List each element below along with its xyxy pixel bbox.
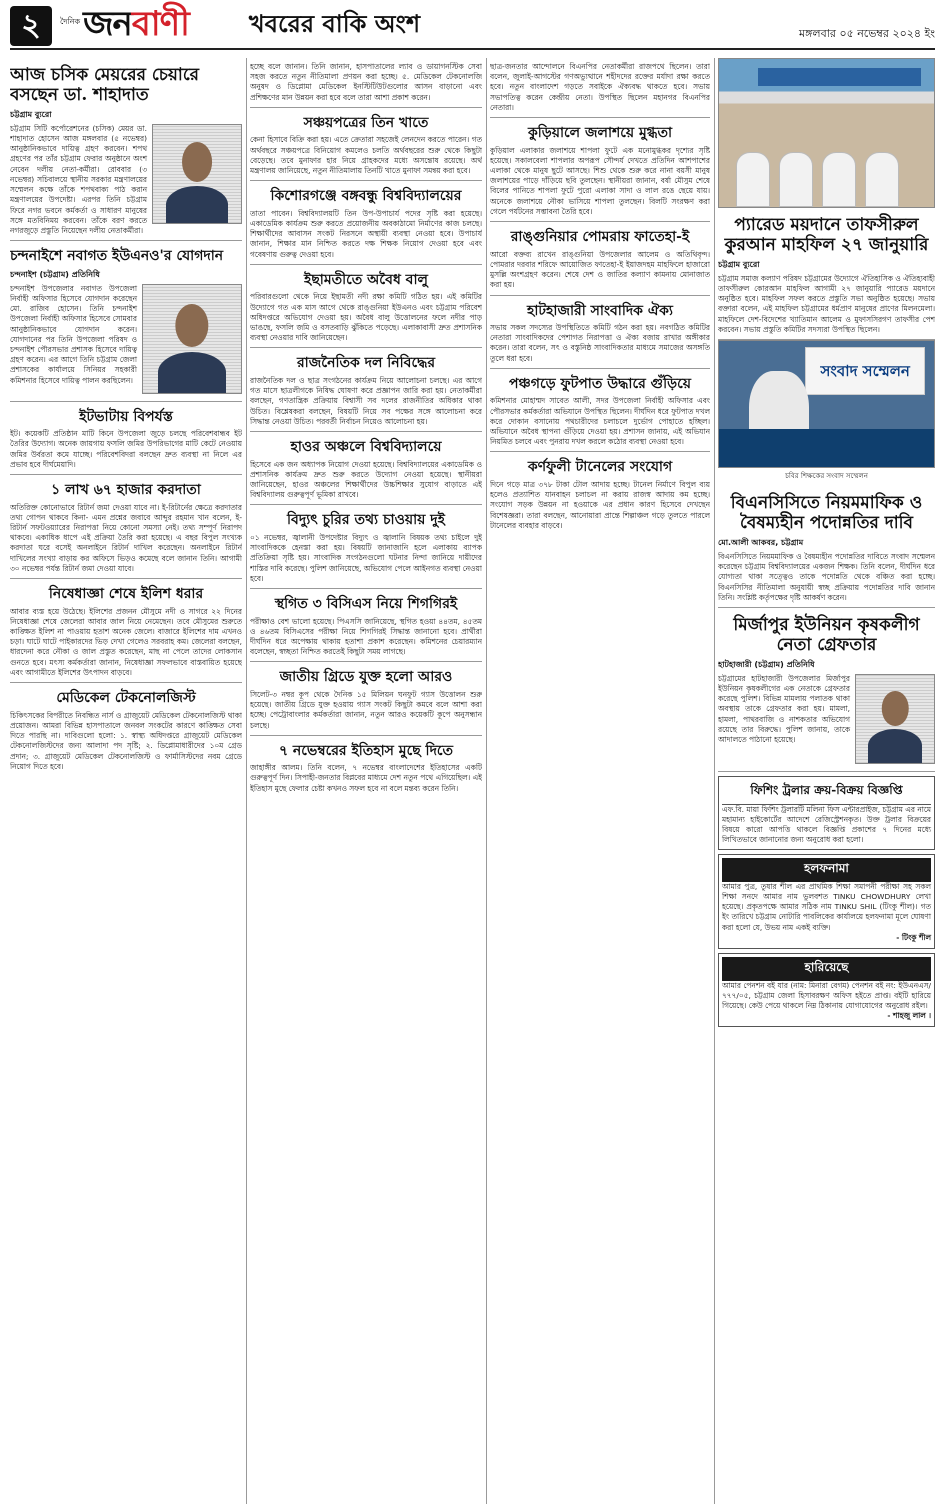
article-body: রাজনৈতিক দল ও ছাত্র সংগঠনের কার্যক্রম নিয়ে আলোচনা চলছে। এর আগে গত মাসে ছাত্রলীগকে নিষিদ্ধ ঘোষণা করে প্রজ্ঞাপন জারি করা হয়। নেতাকর্মীরা বলছেন, গণতান্ত্রিক প্রক্রিয়ায় বিশ্বাসী সব দলের রাজনীতির অধিকার থাকা উচিত। বিশ্লেষকরা বলছেন, বিষয়টি নিয়ে সব পক্ষের সঙ্গে আলোচনা করে সিদ্ধান্ত নেওয়া উচিত। পরবর্তী নির্বাচন নিয়েও আলোচনা হয়। — [250, 375, 482, 426]
article-body: চিকিৎসকের বিপরীতে নিবন্ধিত নার্স ও গ্রাজুয়েট মেডিকেল টেকনোলজিস্ট থাকা প্রয়োজন। আমরা বিভিন্ন হাসপাতালে জনবল সংকটের কারণে কাঙ্ক্ষিত সেবা দিতে পারছি না। দাবিগুলো হলো: ১. স্বাস্থ্য অধিদপ্তরে গ্রাজুয়েট মেডিকেল টেকনোলজিস্টদের জন্য আলাদা পদ সৃষ্টি; ২. ডিপ্লোমাধারীদের ১০ম গ্রেড প্রদান; ৩. গ্রাজুয়েট মেডিকেল টেকনোলজিস্ট ও ফার্মাসিস্টদের নবম গ্রেডে নিয়োগ দিতে হবে। — [10, 710, 242, 771]
article-body: পরীক্ষাও বেশ ভালো হয়েছে। পিএসসি জানিয়েছে, স্থগিত হওয়া ৪৪তম, ৪৫তম ও ৪৬তম বিসিএসের পরীক্ষা নিয়ে শিগগিরই সিদ্ধান্ত জানানো হবে। প্রার্থীরা দীর্ঘদিন ধরে অপেক্ষায় থাকায় হতাশা প্রকাশ করেছেন। কমিশনের চেয়ারম্যান বলেছেন, স্বচ্ছতা নিশ্চিত করতেই কিছুটা সময় লাগছে। — [250, 616, 482, 657]
article-byline: মো.আলী আকবর, চট্টগ্রাম — [718, 537, 804, 547]
article-headline: বিদ্যুৎ চুরির তথ্য চাওয়ায় দুই — [287, 512, 445, 529]
classified-ad-lost — [718, 953, 935, 1028]
classified-ad-trawler — [718, 776, 935, 850]
article-body: চট্টগ্রামের হাটহাজারী উপজেলার মির্জাপুর ইউনিয়ন কৃষকলীগের এক নেতাকে গ্রেফতার করেছে পুলিশ। বিভিন্ন মামলায় পলাতক থাকা অবস্থায় তাকে গ্রেফতার করা হয়। মামলা, হামলা, পাথরবাজি ও নাশকতার অভিযোগ রয়েছে তার বিরুদ্ধে। পুলিশ জানায়, তাকে আদালতে পাঠানো হয়েছে। — [718, 673, 850, 745]
article-body: তাতা পাবেন। বিশ্ববিদ্যালয়টি তিন উপ-উপাচার্য পদের সৃষ্টি করা হয়েছে। একাডেমিক কার্যক্রম শুরু করতে প্রয়োজনীয় অবকাঠামো নির্মাণের কাজ চলছে। শিক্ষার্থীদের আবাসন সংকট নিরসনে অস্থায়ী ব্যবস্থা নেওয়া হবে। উপাচার্য জানান, শিক্ষার মান নিশ্চিত করতে দক্ষ শিক্ষক নিয়োগ দেওয়া হবে এবং গবেষণায় গুরুত্ব দেওয়া হবে। — [250, 208, 482, 259]
ad-body: এফ.বি. মায়া ফিশিং ট্রলারটি মলিনা ফিস এন্টারপ্রাইজ, চট্টগ্রাম এর নামে মহামান্য হাইকোর্টের আদেশে রেজিস্ট্রেশনকৃত। উক্ত ট্রলার বিক্রয়ের বিষয়ে কারো আপত্তি থাকলে বিজ্ঞপ্তি প্রকাশের ৭ দিনের মধ্যে লিখিতভাবে জানানোর জন্য অনুরোধ করা হলো। — [722, 804, 931, 845]
article-taxpayers — [10, 475, 242, 579]
article-byline: চট্টগ্রাম ব্যুরো — [718, 259, 760, 269]
article-bcs — [250, 589, 482, 662]
article-krishoklig-arrest — [718, 608, 935, 772]
article-bnc-promotion — [718, 486, 935, 608]
article-pomra — [490, 222, 710, 295]
article-headline: আজ চসিক মেয়রের চেয়ারে বসছেন ডা. শাহাদাত — [10, 65, 200, 106]
logo-name-part2: বাণী — [131, 3, 189, 44]
article-medical-tech — [10, 683, 242, 776]
article-panchagarh-footpath — [490, 369, 710, 453]
article-headline: বিএনসিসিতে নিয়মমাফিক ও বৈষম্যহীন পদোন্নতির দাবি — [730, 493, 923, 534]
article-karnaphuli-tunnel — [490, 452, 710, 535]
classified-ad-affidavit — [718, 854, 935, 949]
article-body: ইট। কয়েকটি প্রতিষ্ঠান মাটি কিনে উপজেলা জুড়ে চলছে পরিবেশবান্ধব ইট তৈরির উদ্যোগ। অনেক জায়গায় ফসলি জমির উপরিভাগের মাটি কেটে নেওয়ায় জমির উর্বরতা কমে যাচ্ছে। পরিবেশবিদরা বলছেন দ্রুত ব্যবস্থা না নিলে এর প্রভাব হবে দীর্ঘমেয়াদি। — [10, 429, 242, 469]
page-number: ২ — [10, 6, 52, 46]
article-headline: মির্জাপুর ইউনিয়ন কৃষকলীগ নেতা গ্রেফতার — [733, 614, 920, 656]
newspaper-logo — [60, 0, 189, 55]
article-headline: সঞ্চয়পত্রের তিন খাতে — [303, 114, 429, 131]
section-title: খবরের বাকি অংশ — [248, 9, 421, 38]
article-headline: মেডিকেল টেকনোলজিস্ট — [56, 690, 196, 707]
article-headline: কর্ণফুলী টানেলের সংযোগ — [527, 459, 673, 476]
article-headline: চন্দনাইশে নবাগত ইউএনও'র যোগদান — [10, 248, 224, 265]
article-body: ছাত্র-জনতার আন্দোলনে বিএনপির নেতাকর্মীরা রাজপথে ছিলেন। তারা বলেন, জুলাই-আগস্টের গণঅভ্যুত্থানে শহীদদের রক্তের মর্যাদা রক্ষা করতে হবে। নতুন বাংলাদেশ গড়তে সবাইকে ঐক্যবদ্ধ থাকতে হবে। সভায় সভাপতিত্ব করেন কেন্দ্রীয় নেতা। উপস্থিত ছিলেন মহানগর বিএনপির নেতারা। — [490, 62, 710, 112]
article-body: সভায় সকল সদস্যের উপস্থিতিতে কমিটি গঠন করা হয়। নবগঠিত কমিটির নেতারা সাংবাদিকদের পেশাগত নিরাপত্তা ও ঐক্য বজায় রাখার অঙ্গীকার করেন। তারা বলেন, সৎ ও বস্তুনিষ্ঠ সাংবাদিকতার মাধ্যমে সমাজের অসঙ্গতি তুলে ধরা হবে। — [490, 323, 710, 363]
article-national-grid — [250, 662, 482, 735]
article-headline: কুড়িয়ালে জলাশয়ে মুগ্ধতা — [527, 125, 673, 142]
article-body: আরো বক্তব্য রাখেন রাঙ্গুনিয়া উপজেলার আলেম ও অতিথিবৃন্দ। পোমরার দরবার শরিফে আয়োজিত ফাতেহা-ই ইয়াজদহম মাহফিলে হাজারো মুসল্লি অংশগ্রহণ করেন। শেষে দেশ ও জাতির কল্যাণ কামনায় মোনাজাত করা হয়। — [490, 249, 710, 290]
article-hathazari-journalists — [490, 296, 710, 369]
article-savings — [250, 108, 482, 181]
column-1 — [10, 58, 242, 1504]
article-body: কমিশনার মোহাম্মদ সাবেত আলী, সদর উপজেলা নির্বাহী অফিসার এবং পৌরসভার কর্মকর্তারা অভিযানে উপস্থিত ছিলেন। দীর্ঘদিন ধরে ফুটপাত দখল করে দোকান বসানোয় পথচারীদের চলাচলে দুর্ভোগ পোহাতে হচ্ছিল। অভিযানে অবৈধ স্থাপনা গুঁড়িয়ে দেওয়া হয়। প্রশাসন জানায়, এই অভিযান নিয়মিত চলবে এবং পুনরায় দখল করলে কঠোর ব্যবস্থা নেওয়া হবে। — [490, 396, 710, 447]
logo-name — [83, 0, 189, 55]
article-headline: জাতীয় গ্রিডে যুক্ত হলো আরও — [279, 669, 453, 686]
article-headline: হাটহাজারী সাংবাদিক ঐক্য — [527, 302, 673, 319]
article-uno-joining — [10, 241, 242, 402]
article-brickkiln — [10, 402, 242, 475]
article-continued — [250, 58, 482, 108]
article-headline: নিষেধাজ্ঞা শেষে ইলিশ ধরার — [48, 586, 204, 603]
article-body: কুড়িয়াল এলাকার জলাশয়ে শাপলা ফুটে এক মনোমুগ্ধকর দৃশ্যের সৃষ্টি হয়েছে। সকালবেলা শাপলার অপরূপ সৌন্দর্য দেখতে প্রতিদিন আশপাশের এলাকা থেকে মানুষ ছুটে আসছে। শিশু থেকে শুরু করে নানা বয়সী মানুষ জলাশয়ের পাড়ে দাঁড়িয়ে ছবি তুলছেন। স্থানীয়রা জানান, বর্ষা মৌসুম শেষে বিলের পানিতে শাপলা ফুটে পুরো এলাকা সাদা ও লাল রঙে ছেয়ে যায়। অনেকে জলাশয়ে নৌকা ভাসিয়ে শাপলা তুলছেন। বিলটি সংরক্ষণ করা গেলে পর্যটনের সম্ভাবনা তৈরি হবে। — [490, 145, 710, 216]
article-continued — [490, 58, 710, 118]
column-4 — [718, 58, 935, 1504]
press-banner: সংবাদ সম্মেলন — [805, 347, 925, 395]
article-headline: পঞ্চগড়ে ফুটপাত উদ্ধারে গুঁড়িয়ে — [509, 375, 691, 392]
article-body: জাহাঙ্গীর আলম। তিনি বলেন, ৭ নভেম্বর বাংলাদেশের ইতিহাসের একটি গুরুত্বপূর্ণ দিন। সিপাহী-জনতার বিপ্লবের মাধ্যমে দেশ নতুন পথে এগিয়েছিল। এই ইতিহাস মুছে ফেলার চেষ্টা কখনও সফল হবে না বলে মন্তব্য করেন তিনি। — [250, 763, 482, 793]
article-body: পরিবারগুলো থেকে নিয়ে ইছামতী নদী রক্ষা কমিটি গঠিত হয়। এই কমিটির উদ্যোগে গত এক মাস আগে থেকে রাঙ্গুনিয়া ইউএনও এবং চট্টগ্রাম পরিবেশ অধিদপ্তরে অভিযোগ দেওয়া হয়। অবৈধ বালু উত্তোলনের ফলে নদীর পাড় ভাঙছে, ফসলি জমি ও বসতবাড়ি ঝুঁকিতে পড়েছে। এলাকাবাসী দ্রুত প্রশাসনিক ব্যবস্থা নেওয়ার দাবি জানিয়েছেন। — [250, 292, 482, 343]
column-3 — [490, 58, 710, 1504]
portrait-photo — [142, 284, 242, 394]
ad-title: ফিশিং ট্রলার ক্রয়-বিক্রয় বিজ্ঞপ্তি — [722, 780, 931, 805]
logo-name-part1: জন — [83, 3, 132, 44]
article-headline: ইছামতীতে অবৈধ বালু — [304, 271, 428, 288]
ad-signature: - শাহজু লাল । — [887, 1011, 931, 1021]
article-body: আবার ব্যস্ত হয়ে উঠেছে। ইলিশের প্রজনন মৌসুমে নদী ও সাগরে ২২ দিনের নিষেধাজ্ঞা শেষে জেলেরা আবার জাল নিয়ে নেমেছেন। তবে মৌসুমের শুরুতে কাঙ্ক্ষিত ইলিশ না পাওয়ায় হতাশ অনেক জেলে। বাজারে ইলিশের দাম এখনও চড়া। ঘাটে ঘাটে পাইকারদের ভিড় দেখা গেলেও সরবরাহ কম। জেলেরা বলছেন, ধারদেনা করে নৌকা ও জাল প্রস্তুত করেছেন, মাছ না পেলে তাদের লোকসান গুনতে হবে। মৎস্য কর্মকর্তারা জানান, নিষেধাজ্ঞা সফলভাবে বাস্তবায়িত হয়েছে এবং আগামীতে ইলিশের উৎপাদন বাড়বে। — [10, 606, 242, 677]
article-party-ban — [250, 348, 482, 432]
article-byline: চন্দনাইশ (চট্টগ্রাম) প্রতিনিধি — [10, 269, 100, 279]
article-body: দিনে গড়ে মাত্র ৩৭৮ টাকা টোল আদায় হচ্ছে। টানেল নির্মাণে বিপুল ব্যয় হলেও প্রত্যাশিত যানবাহন চলাচল না করায় রাজস্ব আদায় কম হচ্ছে। সংযোগ সড়ক উন্নয়ন না হওয়াকে এর প্রধান কারণ হিসেবে দেখছেন বিশেষজ্ঞরা। তারা বলছেন, আনোয়ারা প্রান্তে শিল্পাঞ্চল গড়ে তুলতে পারলে টানেলের ব্যবহার বাড়বে। — [490, 479, 710, 530]
portrait-photo — [855, 674, 935, 764]
article-7-november — [250, 736, 482, 798]
ad-title: হারিয়েছে — [722, 957, 931, 981]
article-body: সিলেট-৩ নম্বর কূপ থেকে দৈনিক ১৫ মিলিয়ন ঘনফুট গ্যাস উত্তোলন শুরু হয়েছে। জাতীয় গ্রিডে যুক্ত হওয়ায় গ্যাস সংকট কিছুটা কমবে বলে আশা করা হচ্ছে। পেট্রোবাংলার কর্মকর্তারা জানান, নতুন আরও কয়েকটি কূপে অনুসন্ধান চলছে। — [250, 689, 482, 730]
article-tafsir-mahfil — [718, 208, 935, 340]
logo-daily-label: দৈনিক — [60, 16, 81, 26]
article-headline: কিশোরগঞ্জে বঙ্গবন্ধু বিশ্ববিদ্যালয়ের — [270, 188, 462, 205]
photo-caption: চবির শিক্ষকের সংবাদ সম্মেলন — [785, 472, 868, 481]
article-ichamati-sand — [250, 265, 482, 349]
article-hilsa — [10, 579, 242, 683]
article-mayor — [10, 58, 242, 241]
article-headline: ৭ নভেম্বরের ইতিহাস মুছে দিতে — [278, 742, 454, 759]
article-body: কেনা হিসাবে বিক্রি করা হয়। এতে ক্রেতারা সহজেই লেনদেন করতে পারেন। গত অর্থবছরে সঞ্চয়পত্রে বিনিয়োগ কমলেও চলতি অর্থবছরের শুরু থেকে কিছুটা বেড়েছে। তবে মুনাফার হার নিয়ে গ্রাহকদের মধ্যে অসন্তোষ রয়েছে। অর্থ মন্ত্রণালয় জানিয়েছে, নতুন নীতিমালায় তিনটি খাতে মুনাফা সমন্বয় করা হবে। — [250, 135, 482, 176]
portrait-photo — [152, 124, 242, 224]
article-electricity-theft — [250, 505, 482, 589]
article-body: চন্দনাইশ উপজেলার নবাগত উপজেলা নির্বাহী অফিসার হিসেবে যোগদান করেছেন মো. রাজিব হোসেন। তিনি চন্দনাইশ উপজেলা নির্বাহী অফিসার হিসেবে সোমবার আনুষ্ঠানিকভাবে যোগদান করেন। যোগদানের পর তিনি উপজেলা পরিষদ ও চন্দনাইশ পৌরসভার প্রশাসক হিসেবে দায়িত্ব গ্রহণ করেন। এর আগে তিনি চট্টগ্রাম জেলা প্রশাসকের কার্যালয়ে সিনিয়র সহকারী কমিশনার হিসেবে দায়িত্ব পালন করছিলেন। — [10, 283, 137, 385]
article-headline: ১ লাখ ৬৭ হাজার করদাতা — [51, 482, 201, 499]
article-body: অতিরিক্ত কোনোভাবে রিটার্ন জমা দেওয়া যাবে না। ই-রিটার্নের ক্ষেত্রে করদাতার তথ্য গোপন থাকবে কিনা- এমন প্রশ্নের জবাবে আব্দুর রহমান খান বলেন, ই-রিটার্ন সফটওয়্যারের নিরাপত্তা নিয়ে কোনো সমস্যা নেই। তথ্য সম্পূর্ণ নিরাপদ থাকবে। একাধিক ধাপে এই প্রক্রিয়া তৈরি করা হয়েছে। এ বছর বিপুল সংখ্যক করদাতা ঘরে বসেই অনলাইনে রিটার্ন দাখিল করেছেন। অনলাইনে রিটার্ন দাখিলের সংখ্যা বাড়ায় কর অফিসে ভিড়ও কমেছে বলে জানান তিনি। আগামী ৩০ নভেম্বর পর্যন্ত রিটার্ন জমা দেওয়া যাবে। — [10, 502, 242, 573]
article-kuriyal — [490, 118, 710, 222]
article-headline: ইটভাটায় বিপর্যস্ত — [79, 408, 173, 425]
column-2 — [250, 58, 482, 1504]
article-byline: হাটহাজারী (চট্টগ্রাম) প্রতিনিধি — [718, 659, 815, 669]
ad-body: আমার পেনশন বই যার (নাম: মিনারা বেগম) পেনশন বই নং: ইউএনএস/৭৭৭/০৫, চট্টগ্রাম জেলা হিসাবরক্ষণ অফিস হইতে প্রাপ্ত। বইটি হারিয়ে গিয়েছে। কেউ পেয়ে থাকলে নিম্ন ঠিকানায় যোগাযোগের অনুরোধ রইল। — [722, 980, 931, 1011]
article-body: হিসেবে এক জন অধ্যাপক নিয়োগ দেওয়া হয়েছে। বিশ্ববিদ্যালয়ের একাডেমিক ও প্রশাসনিক কার্যক্রম দ্রুত শুরু করতে উদ্যোগ নেওয়া হয়েছে। স্থানীয়রা জানিয়েছেন, হাওর অঞ্চলের শিক্ষার্থীদের উচ্চশিক্ষার সুযোগ বাড়াতে এই বিশ্ববিদ্যালয় গুরুত্বপূর্ণ ভূমিকা রাখবে। — [250, 459, 482, 500]
article-body: হচ্ছে বলে জানান। তিনি জানান, হাসপাতালের ল্যাব ও ডায়াগনস্টিক সেবা সহজ করতে নতুন নীতিমালা প্রণয়ন করা হচ্ছে। ৫. মেডিকেল টেকনোলজি অনুষদ ও ডিপ্লোমা মেডিকেল ইনস্টিটিউটগুলোর আসন বাড়ানো এবং প্রশিক্ষণের মান উন্নয়ন করা হবে বলে তারা আশা প্রকাশ করেন। — [250, 62, 482, 102]
article-headline: প্যারেড ময়দানে তাফসীরুল কুরআন মাহফিল ২৭ জানুয়ারি — [724, 215, 929, 256]
article-byline: চট্টগ্রাম ব্যুরো — [10, 109, 52, 119]
article-headline: স্থগিত ৩ বিসিএস নিয়ে শিগগিরই — [274, 596, 458, 612]
article-haor-university — [250, 432, 482, 505]
article-kishoreganj-university — [250, 181, 482, 265]
article-body: চট্টগ্রাম সমাজ কল্যাণ পরিষদ চট্টগ্রামের উদ্যোগে ঐতিহাসিক ও ঐতিহ্যবাহী তাফসীরুল কোরআন মাহফিল আগামী ২৭ জানুয়ারি প্যারেড ময়দানে অনুষ্ঠিত হবে। মাহফিল সফল করতে প্রস্তুতি সভা অনুষ্ঠিত হয়েছে। সভায় বক্তারা বলেন, এই মাহফিল চট্টগ্রামের ধর্মপ্রাণ মানুষের প্রাণের মিলনমেলা। মাহফিলে দেশ-বিদেশের খ্যাতিমান আলেম ও মুফাসসিরগণ তাফসীর পেশ করবেন। সভায় প্রস্তুতি কমিটির সদস্যরা উপস্থিত ছিলেন। — [718, 273, 935, 334]
article-headline: রাঙ্গুনিয়ার পোমরায় ফাতেহা-ই — [510, 229, 690, 246]
article-headline: রাজনৈতিক দল নিবিদ্ধের — [296, 355, 436, 372]
publication-date: মঙ্গলবার ০৫ নভেম্বর ২০২৪ ইং — [798, 27, 935, 40]
masthead — [10, 3, 935, 50]
ad-title: হলফনামা — [722, 858, 931, 882]
press-conference-photo — [718, 340, 935, 468]
article-body: চট্টগ্রাম সিটি কর্পোরেশনের (চসিক) মেয়র ডা. শাহাদাত হোসেন আজ মঙ্গলবার (৫ নভেম্বর) আনুষ্ঠানিকভাবে দায়িত্ব গ্রহণ করবেন। শপথ গ্রহণের পর তাঁর চট্টগ্রাম ফেরার অনুষ্ঠানে অংশ নেবেন দলীয় নেতা-কর্মীরা। রোববার (৩ নভেম্বর) সচিবালয়ে স্থানীয় সরকার মন্ত্রণালয়ের সম্মেলন কক্ষে তাঁকে শপথবাক্য পাঠ করান মন্ত্রণালয়ের উপদেষ্টা। এরপর তিনি চট্টগ্রাম ফিরে নগর ভবনে কর্মকর্তা ও সাধারণ মানুষের সঙ্গে মতবিনিময় করবেন। তাঁকে বরণ করতে নগরজুড়ে প্রস্তুতি নিয়েছেন দলীয় নেতাকর্মীরা। — [10, 123, 147, 235]
article-body: ০১ নভেম্বর, জ্বালানী উপদেষ্টার বিদ্যুৎ ও জ্বালানি বিষয়ক তথ্য চাইলে দুই সাংবাদিককে হেনস্তা করা হয়। বিষয়টি জানাজানি হলে এলাকায় ব্যাপক প্রতিক্রিয়া সৃষ্টি হয়। সাংবাদিক সংগঠনগুলো ঘটনার নিন্দা জানিয়ে দায়ীদের শাস্তির দাবি করেছে। পুলিশ জানিয়েছে, অভিযোগ পেলে আইনগত ব্যবস্থা নেওয়া হবে। — [250, 532, 482, 583]
ad-body: আমার পুত্র, তুষার শীল এর প্রাথমিক শিক্ষা সমাপনী পরীক্ষা সহ সকল শিক্ষা সনদে আমার নাম ভুলবশত TINKU CHOWDHURY লেখা হয়েছে। প্রকৃতপক্ষে আমার সঠিক নাম TINKU SHIL (টিংকু শীল)। গত ইং তারিখে চট্টগ্রাম নোটারি পাবলিকের কার্যালয়ে হলফনামা মূলে ঘোষণা করা হলো যে, উভয় নাম একই ব্যক্তি। — [722, 881, 931, 932]
ad-signature: - টিংকু শীল — [896, 932, 931, 942]
article-headline: হাওর অঞ্চলে বিশ্ববিদ্যালয়ে — [290, 439, 442, 456]
article-body: বিএনসিসিতে নিয়মমাফিক ও বৈষম্যহীন পদোন্নতির দাবিতে সংবাদ সম্মেলন করেছেন চট্টগ্রাম বিশ্ববিদ্যালয়ের একজন শিক্ষক। তিনি বলেন, দীর্ঘদিন ধরে যোগ্যতা থাকা সত্ত্বেও তাকে পদোন্নতি থেকে বঞ্চিত করা হচ্ছে। বিএনসিসির নীতিমালা অনুযায়ী স্বচ্ছ প্রক্রিয়ায় পদোন্নতির দাবি জানান তিনি। সংশ্লিষ্ট কর্তৃপক্ষের দৃষ্টি আকর্ষণ করেন। — [718, 551, 935, 602]
event-photo — [718, 58, 935, 208]
